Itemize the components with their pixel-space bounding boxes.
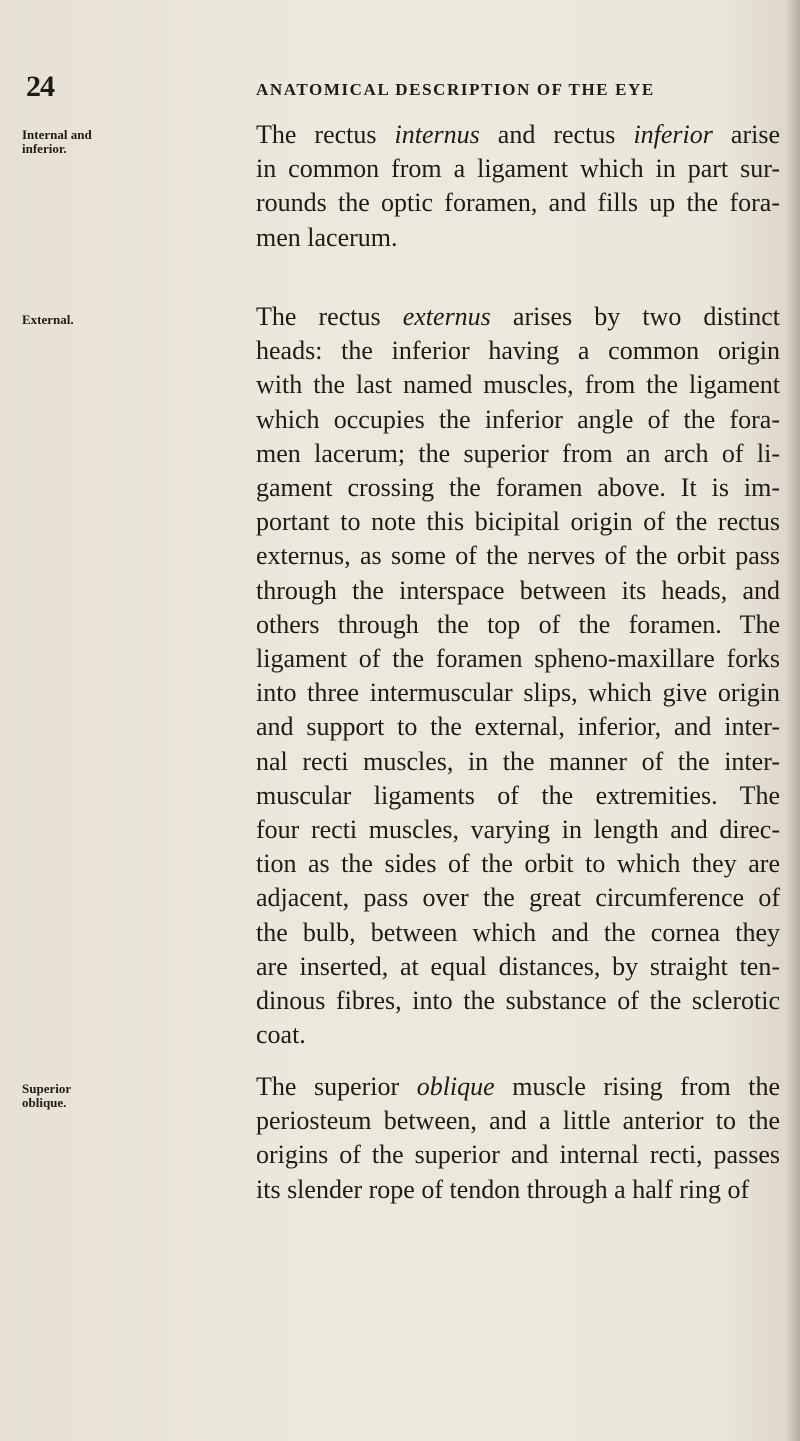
text-line: tion as the sides of the orbit to which they are	[256, 849, 780, 879]
text-line: four recti muscles, varying in length and direc-	[256, 815, 780, 845]
running-head: ANATOMICAL DESCRIPTION OF THE EYE	[256, 80, 655, 99]
text-line: externus, as some of the nerves of the orbit pass	[256, 541, 780, 571]
text-line: through the interspace between its heads, and	[256, 575, 780, 605]
text-line: gament crossing the foramen above. It is im-	[256, 473, 780, 503]
text-line: into three intermuscular slips, which give origin	[256, 678, 780, 708]
margin-note-internal-inferior	[22, 128, 102, 156]
text-line: origins of the superior and internal recti, passes	[256, 1140, 780, 1170]
text-line: its slender rope of tendon through a half ring of	[256, 1174, 750, 1204]
margin-note-line: Superior	[22, 1081, 72, 1096]
text-line: rounds the optic foramen, and fills up the fora-	[256, 188, 780, 218]
text-line: nal recti muscles, in the manner of the inter-	[256, 746, 780, 776]
page-edge-shadow	[786, 0, 800, 1441]
margin-note-superior-oblique	[22, 1082, 102, 1110]
text-line: in common from a ligament which in part sur-	[256, 154, 780, 184]
text-line: which occupies the inferior angle of the fora-	[256, 404, 780, 434]
text-line: adjacent, pass over the great circumference of	[256, 883, 780, 913]
text-line: periosteum between, and a little anterior to the	[256, 1106, 780, 1136]
page-number: 24	[26, 70, 54, 103]
paragraph-external	[256, 300, 780, 1052]
text-line: dinous fibres, into the substance of the sclerotic	[256, 986, 780, 1016]
margin-note-line: Internal and	[22, 127, 92, 142]
text-line: The rectus externus arises by two distinct	[256, 302, 780, 331]
paragraph-internal-inferior	[256, 118, 780, 255]
text-line: men lacerum.	[256, 222, 398, 252]
margin-note-line: oblique.	[22, 1095, 67, 1110]
paragraph-superior-oblique	[256, 1070, 780, 1207]
text-line: The rectus internus and rectus inferior arise	[256, 120, 780, 149]
text-line: others through the top of the foramen. The	[256, 609, 780, 639]
text-line: The superior oblique muscle rising from the	[256, 1072, 780, 1101]
text-line: the bulb, between which and the cornea they	[256, 917, 780, 947]
text-line: heads: the inferior having a common origin	[256, 336, 780, 366]
margin-note-external	[22, 313, 102, 327]
text-line: coat.	[256, 1020, 306, 1050]
text-line: with the last named muscles, from the ligament	[256, 370, 780, 400]
text-line: are inserted, at equal distances, by straight ten-	[256, 951, 780, 981]
text-line: and support to the external, inferior, and inter-	[256, 712, 780, 742]
text-line: muscular ligaments of the extremities. The	[256, 780, 780, 810]
text-line: ligament of the foramen spheno-maxillare forks	[256, 644, 780, 674]
text-line: portant to note this bicipital origin of the rectus	[256, 507, 780, 537]
margin-note-line: inferior.	[22, 141, 67, 156]
margin-note-line: External.	[22, 312, 74, 327]
text-line: men lacerum; the superior from an arch of li-	[256, 438, 780, 468]
